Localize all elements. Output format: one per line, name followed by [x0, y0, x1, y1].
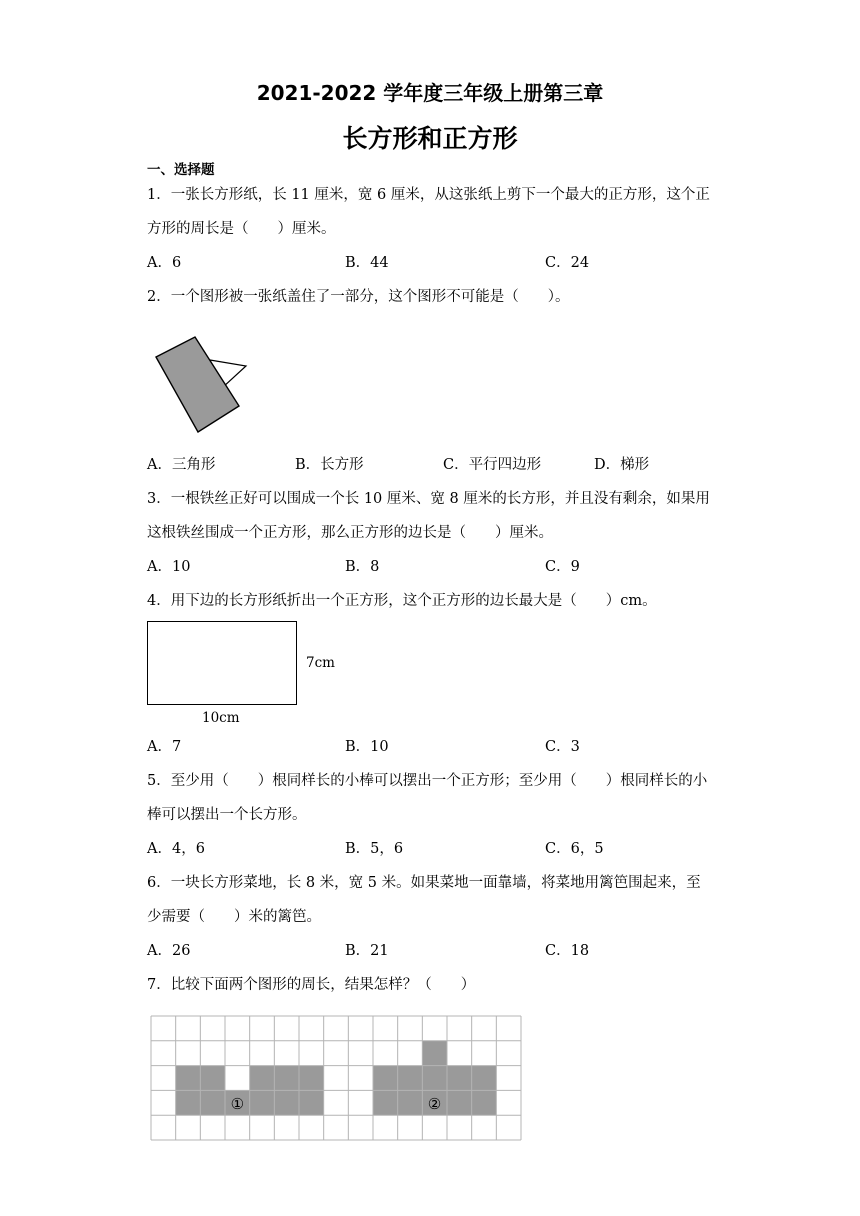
- page-subtitle: 长方形和正方形: [342, 124, 518, 153]
- shaded-cell: [250, 1090, 275, 1115]
- question-6-option-c: C．18: [545, 943, 590, 959]
- shaded-cell: [299, 1066, 324, 1091]
- paper-rectangle: [147, 621, 297, 705]
- question-3-option-c: C．9: [545, 559, 580, 575]
- shape-1-label: ①: [230, 1095, 245, 1113]
- shaded-cell: [422, 1066, 447, 1091]
- question-5-line-2: 棒可以摆出一个长方形。: [147, 807, 307, 823]
- shaded-cell: [200, 1090, 225, 1115]
- question-5-line-1: 5．至少用（ ）根同样长的小棒可以摆出一个正方形；至少用（ ）根同样长的小: [147, 773, 708, 789]
- question-6-line-2: 少需要（ ）米的篱笆。: [147, 909, 321, 925]
- question-1-line-1: 1．一张长方形纸，长 11 厘米，宽 6 厘米，从这张纸上剪下一个最大的正方形，这个正: [147, 187, 710, 203]
- rectangle-width-label: 10cm: [202, 710, 240, 726]
- shaded-cells: [176, 1041, 497, 1115]
- shaded-cell: [274, 1090, 299, 1115]
- shaded-cell: [398, 1090, 423, 1115]
- question-6-line-1: 6．一块长方形菜地，长 8 米，宽 5 米。如果菜地一面靠墙，将菜地用篱笆围起来，至: [147, 875, 701, 891]
- question-1-option-c: C．24: [545, 255, 590, 271]
- shaded-cell: [274, 1066, 299, 1091]
- question-4-option-a: A．7: [147, 739, 182, 755]
- shaded-cell: [250, 1066, 275, 1091]
- question-1-line-2: 方形的周长是（ ）厘米。: [147, 221, 336, 237]
- shaded-cell: [176, 1066, 201, 1091]
- question-2-option-b: B．长方形: [295, 457, 364, 473]
- shaded-cell: [398, 1066, 423, 1091]
- question-3-line-2: 这根铁丝围成一个正方形，那么正方形的边长是（ ）厘米。: [147, 525, 553, 541]
- question-1-option-a: A．6: [147, 255, 182, 271]
- question-5-option-b: B．5，6: [345, 841, 404, 857]
- shaded-cell: [176, 1090, 201, 1115]
- question-2-line-1: 2．一个图形被一张纸盖住了一部分，这个图形不可能是（ ）。: [147, 289, 570, 305]
- question-2-option-d: D．梯形: [594, 457, 650, 473]
- question-6-option-b: B．21: [345, 943, 389, 959]
- question-3-line-1: 3．一根铁丝正好可以围成一个长 10 厘米、宽 8 厘米的长方形，并且没有剩余，如果用: [147, 491, 710, 507]
- shaded-cell: [472, 1090, 497, 1115]
- shaded-cell: [373, 1066, 398, 1091]
- rectangle-height-label: 7cm: [306, 655, 335, 671]
- question-1-option-b: B．44: [345, 255, 389, 271]
- question-7-line-1: 7．比较下面两个图形的周长，结果怎样？（ ）: [147, 977, 476, 993]
- shaded-cell: [373, 1090, 398, 1115]
- question-5-option-a: A．4，6: [147, 841, 205, 857]
- question-4-line-1: 4．用下边的长方形纸折出一个正方形，这个正方形的边长最大是（ ）cm。: [147, 593, 657, 609]
- shaded-cell: [200, 1066, 225, 1091]
- question-2-option-c: C．平行四边形: [443, 457, 542, 473]
- shape-2-label: ②: [427, 1095, 442, 1113]
- question-3-option-a: A．10: [147, 559, 191, 575]
- section-title: 一、选择题: [147, 162, 215, 178]
- question-4-option-b: B．10: [345, 739, 389, 755]
- covered-shape-figure: [150, 330, 250, 440]
- grid-figure: [151, 1016, 521, 1140]
- question-3-option-b: B．8: [345, 559, 380, 575]
- shaded-cell: [299, 1090, 324, 1115]
- question-4-option-c: C．3: [545, 739, 580, 755]
- shaded-cell: [447, 1066, 472, 1091]
- question-6-option-a: A．26: [147, 943, 191, 959]
- shaded-cell: [422, 1041, 447, 1066]
- question-2-option-a: A．三角形: [147, 457, 216, 473]
- question-5-option-c: C．6，5: [545, 841, 604, 857]
- page-title: 2021-2022 学年度三年级上册第三章: [256, 81, 604, 105]
- shaded-cell: [472, 1066, 497, 1091]
- shaded-cell: [447, 1090, 472, 1115]
